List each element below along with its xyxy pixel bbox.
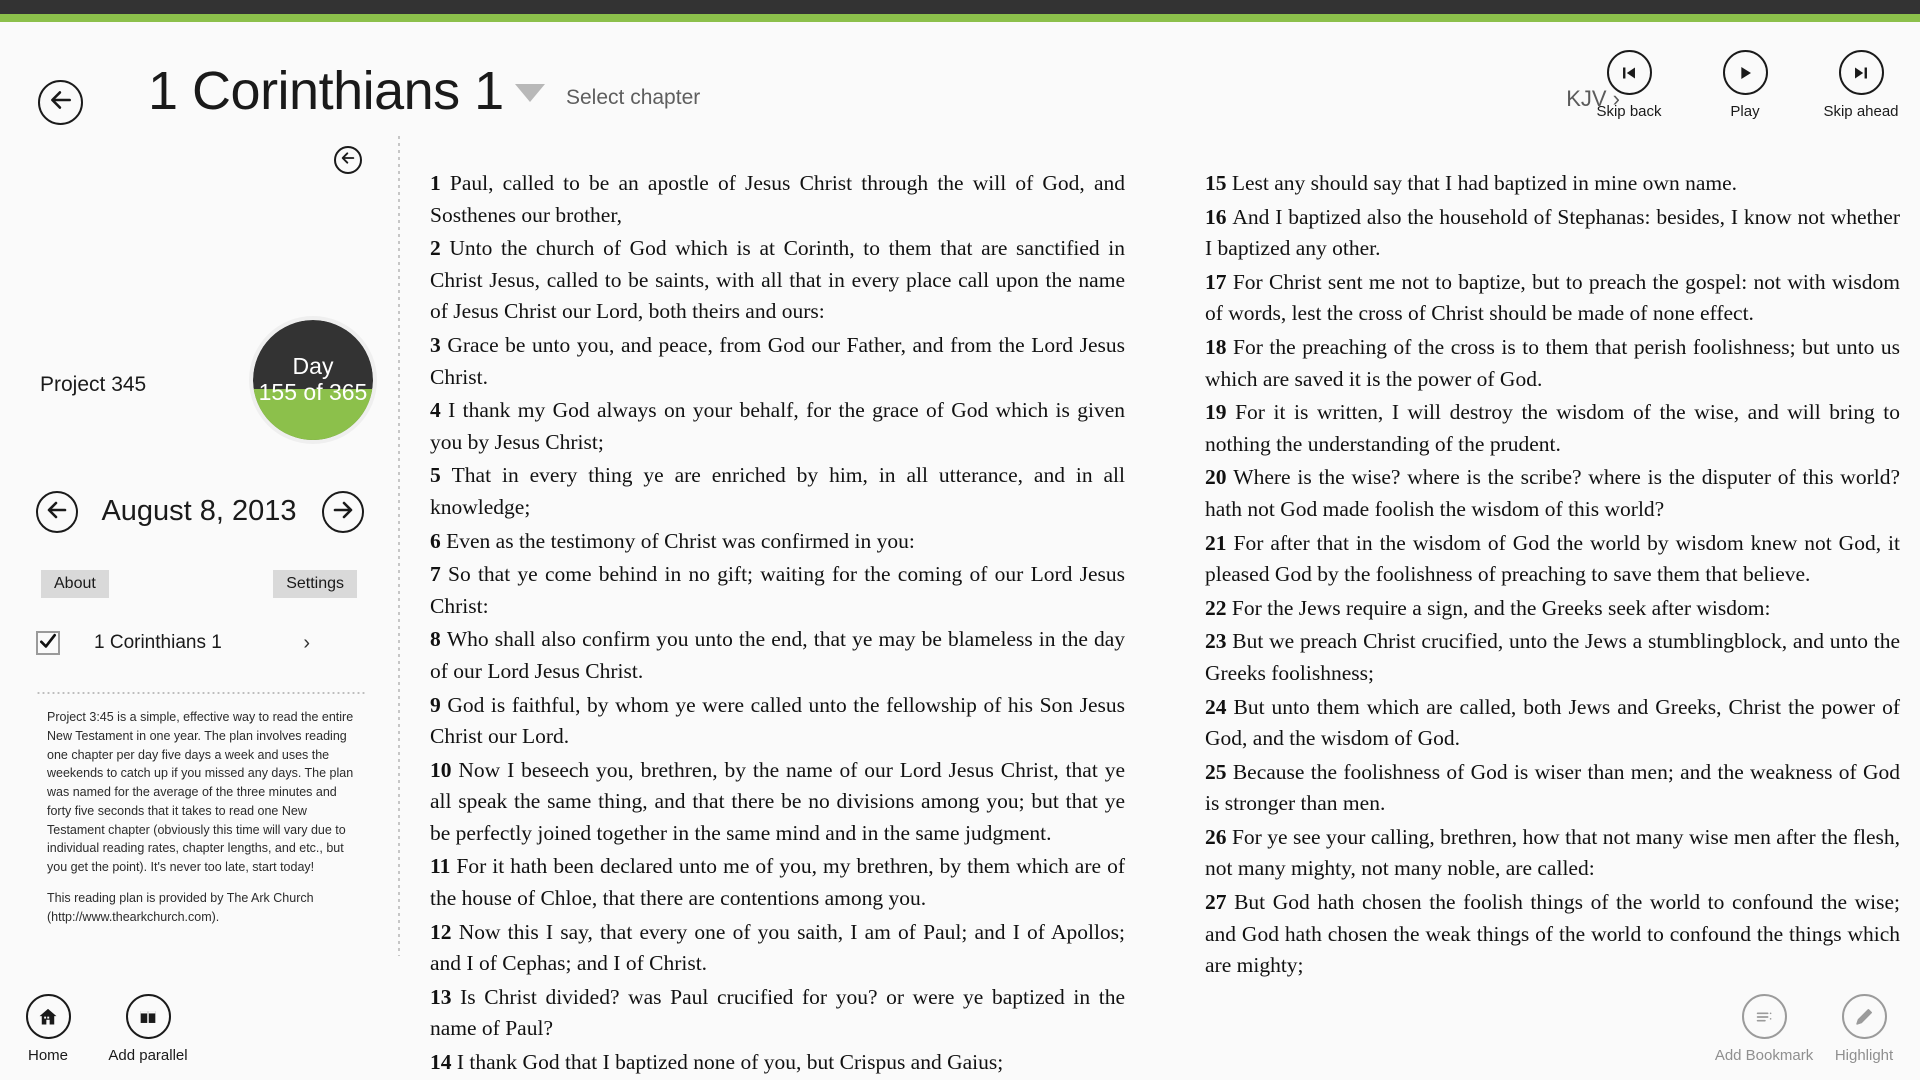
verse-number: 20 xyxy=(1205,465,1234,490)
back-button[interactable] xyxy=(38,80,83,125)
verse-number: 4 xyxy=(430,398,449,423)
verse[interactable] xyxy=(1205,626,1900,689)
verse-number: 3 xyxy=(430,332,448,357)
verse-number: 8 xyxy=(430,627,447,652)
verse-number: 1 xyxy=(430,171,450,195)
verse[interactable] xyxy=(430,755,1125,850)
next-day-button[interactable] xyxy=(322,491,364,533)
arrow-left-circle-icon xyxy=(340,150,356,171)
verse-text: For it is written, I will destroy the wisdom of the wise, and will bring to nothing the understanding of the prudent. xyxy=(1205,400,1900,456)
verse-number: 19 xyxy=(1205,400,1236,425)
chapter-checkbox[interactable] xyxy=(36,631,60,655)
skip-back-button[interactable] xyxy=(1590,50,1668,120)
verse-text: Now I beseech you, brethren, by the name of our Lord Jesus Christ, that ye all speak the same thing, and that there be no divisions among you; but that ye be perfectly joined together in the same mind and in the same judgment. xyxy=(430,757,1125,845)
verse-number: 24 xyxy=(1205,694,1234,719)
verse-number: 22 xyxy=(1205,595,1232,620)
verse-number: 17 xyxy=(1205,269,1233,294)
date-navigator xyxy=(0,485,398,539)
verse[interactable] xyxy=(430,460,1125,523)
current-date: August 8, 2013 xyxy=(101,495,297,527)
verse[interactable] xyxy=(1205,822,1900,885)
playback-controls xyxy=(1590,50,1900,120)
verse[interactable] xyxy=(430,559,1125,622)
select-chapter-label[interactable]: Select chapter xyxy=(566,86,701,109)
verse-text: I thank God that I baptized none of you, but Crispus and Gaius; xyxy=(456,1050,1004,1075)
verse-number: 21 xyxy=(1205,530,1234,555)
bottom-app-bar xyxy=(0,960,1920,1080)
verse[interactable] xyxy=(430,330,1125,393)
window-titlebar xyxy=(0,0,1920,14)
verse-number: 18 xyxy=(1205,334,1234,359)
verse[interactable] xyxy=(1205,528,1900,591)
verse-number: 11 xyxy=(430,854,457,879)
skip-ahead-label: Skip ahead xyxy=(1823,103,1899,120)
verse-number: 12 xyxy=(430,919,459,944)
verse-number: 10 xyxy=(430,757,459,782)
verse-number: 27 xyxy=(1205,890,1235,915)
plan-description-paragraph: Project 3:45 is a simple, effective way to read the entire New Testament in one year. The plan involves reading one chapter per day five days a week and uses the weekends to catch up if you missed any days. The plan was named for the average of the three minutes and forty five seconds that it takes to read one New Testament chapter (obviously this time will vary due to individual reading rates, chapter lengths, and etc., but you get the point). It's never too late, start today! xyxy=(47,710,354,874)
home-button[interactable] xyxy=(0,994,96,1064)
home-icon xyxy=(26,994,71,1039)
verse-number: 25 xyxy=(1205,759,1233,784)
verse[interactable] xyxy=(430,526,1125,558)
play-label: Play xyxy=(1730,103,1760,120)
verse-text: Because the foolishness of God is wiser than men; and the weakness of God is stronger than men. xyxy=(1205,759,1900,816)
verse-text: That in every thing ye are enriched by him, in all utterance, and in all knowledge; xyxy=(430,463,1126,519)
verse[interactable] xyxy=(1205,397,1900,460)
verse[interactable] xyxy=(1205,202,1900,265)
play-button[interactable] xyxy=(1706,50,1784,120)
progress-day-label: Day xyxy=(292,353,334,380)
verse-number: 6 xyxy=(430,528,447,553)
verse-text: Where is the wise? where is the scribe? where is the disputer of this world? hath not God made foolish the wisdom of this world? xyxy=(1205,465,1900,521)
plan-description-paragraph: This reading plan is provided by The Ark Church (http://www.thearkchurch.com). xyxy=(47,890,314,924)
verse[interactable] xyxy=(430,168,1125,231)
skip-back-label: Skip back xyxy=(1596,103,1662,120)
bible-version-selector[interactable]: KJV › xyxy=(1566,86,1620,111)
verse[interactable] xyxy=(430,395,1125,458)
verse[interactable] xyxy=(1205,332,1900,395)
verse-text: Even as the testimony of Christ was confirmed in you: xyxy=(446,528,915,553)
plan-name: Project 345 xyxy=(40,373,147,396)
highlight-button[interactable] xyxy=(1816,994,1912,1064)
verse-text: And I baptized also the household of Stephanas: besides, I know not whether I baptized any other. xyxy=(1205,204,1900,261)
pencil-icon xyxy=(1842,994,1887,1039)
add-bookmark-button[interactable] xyxy=(1716,994,1812,1064)
verse-text: For Christ sent me not to baptize, but to preach the gospel: not with wisdom of words, lest the cross of Christ should be made of none effect. xyxy=(1205,269,1900,326)
plan-chapter-item[interactable] xyxy=(36,620,366,666)
verse-text: For ye see your calling, brethren, how that not many wise men after the flesh, not many mighty, not many noble, are called: xyxy=(1205,824,1901,881)
sidebar-divider xyxy=(36,692,366,694)
verse-text: But unto them which are called, both Jews and Greeks, Christ the power of God, and the wisdom of God. xyxy=(1205,694,1900,751)
verse-number: 26 xyxy=(1205,824,1232,849)
verse-text: Grace be unto you, and peace, from God our Father, and from the Lord Jesus Christ. xyxy=(430,332,1125,389)
verse-number: 13 xyxy=(430,984,461,1009)
verse-text: For the Jews require a sign, and the Greeks seek after wisdom: xyxy=(1231,595,1771,620)
plan-description xyxy=(47,708,363,926)
verse-text: I thank my God always on your behalf, for the grace of God which is given you by Jesus Christ; xyxy=(430,398,1126,454)
verse-number: 14 xyxy=(430,1050,457,1075)
verse[interactable] xyxy=(1205,267,1900,330)
verse[interactable] xyxy=(430,233,1125,328)
verse[interactable] xyxy=(1205,593,1900,625)
skip-back-icon xyxy=(1607,50,1652,95)
scripture-column-left xyxy=(430,168,1126,1075)
verse-text: Is Christ divided? was Paul crucified for you? or were ye baptized in the name of Paul? xyxy=(430,984,1126,1041)
page-title: 1 Corinthians 1 xyxy=(148,61,504,121)
about-button[interactable]: About xyxy=(41,570,109,598)
add-parallel-label: Add parallel xyxy=(108,1047,188,1064)
skip-ahead-icon xyxy=(1839,50,1884,95)
verse[interactable] xyxy=(1205,692,1900,755)
chevron-right-icon[interactable]: › xyxy=(303,631,310,654)
chapter-item-label: 1 Corinthians 1 xyxy=(94,632,222,653)
add-bookmark-icon xyxy=(1742,994,1787,1039)
verse-text: Lest any should say that I had baptized in mine own name. xyxy=(1231,171,1737,195)
verse-number: 5 xyxy=(430,463,452,488)
verse-number: 7 xyxy=(430,562,448,587)
verse-text: God is faithful, by whom ye were called unto the fellowship of his Son Jesus Christ our Lord. xyxy=(430,692,1126,749)
verse-number: 23 xyxy=(1205,629,1233,654)
sidebar-collapse-button[interactable] xyxy=(334,146,362,174)
verse-text: Now this I say, that every one of you saith, I am of Paul; and I of Apollos; and I of Cephas; and I of Christ. xyxy=(430,919,1126,976)
verse-number: 9 xyxy=(430,692,448,717)
verse-text: But God hath chosen the foolish things of the world to confound the wise; and God hath chosen the weak things of the world to confound the things which are mighty; xyxy=(1205,890,1900,978)
verse[interactable] xyxy=(430,624,1125,687)
verse-number: 2 xyxy=(430,236,450,261)
verse-text: Paul, called to be an apostle of Jesus Christ through the will of God, and Sosthenes our brother, xyxy=(430,171,1125,227)
verse[interactable] xyxy=(1205,168,1900,200)
settings-button[interactable]: Settings xyxy=(273,570,357,598)
arrow-left-circle-icon xyxy=(48,87,74,118)
verse-text: Who shall also confirm you unto the end, that ye may be blameless in the day of our Lord Jesus Christ. xyxy=(430,627,1126,683)
verse-text: For after that in the wisdom of God the world by wisdom knew not God, it pleased God by the foolishness of preaching to save them that believe. xyxy=(1205,530,1900,587)
add-parallel-button[interactable] xyxy=(100,994,196,1064)
play-icon xyxy=(1723,50,1768,95)
verse[interactable] xyxy=(430,851,1125,914)
add-parallel-icon xyxy=(126,994,171,1039)
chevron-down-icon[interactable] xyxy=(515,84,545,102)
checkmark-icon xyxy=(38,631,58,656)
verse[interactable] xyxy=(430,690,1125,753)
progress-count-label: 155 of 365 xyxy=(258,379,368,405)
verse-text: So that ye come behind in no gift; waiting for the coming of our Lord Jesus Christ: xyxy=(430,562,1125,618)
add-bookmark-label: Add Bookmark xyxy=(1714,1047,1814,1064)
verse-text: For the preaching of the cross is to them that perish foolishness; but unto us which are saved it is the power of God. xyxy=(1205,334,1900,391)
scripture-column-right xyxy=(1205,168,1901,978)
accent-stripe xyxy=(0,14,1920,22)
verse-text: But we preach Christ crucified, unto the Jews a stumblingblock, and unto the Greeks foolishness; xyxy=(1205,629,1901,685)
verse[interactable] xyxy=(1205,757,1900,820)
progress-ring xyxy=(253,320,373,440)
highlight-label: Highlight xyxy=(1834,1047,1894,1064)
verse-text: For it hath been declared unto me of you, my brethren, by them which are of the house of Chloe, that there are contentions among you. xyxy=(430,854,1125,911)
home-label: Home xyxy=(27,1047,68,1064)
app-header xyxy=(0,22,1920,122)
reading-plan-sidebar xyxy=(0,130,398,960)
verse-number: 15 xyxy=(1205,171,1232,195)
sidebar-vertical-rule xyxy=(398,136,400,956)
progress-ring-text xyxy=(253,320,373,440)
verse-number: 16 xyxy=(1205,204,1233,229)
verse-text: Unto the church of God which is at Corinth, to them that are sanctified in Christ Jesus, called to be saints, with all that in every place call upon the name of Jesus Christ our Lord, both theirs and ours: xyxy=(430,236,1125,324)
skip-ahead-button[interactable] xyxy=(1822,50,1900,120)
verse[interactable] xyxy=(1205,462,1900,525)
arrow-right-circle-icon xyxy=(331,498,355,527)
